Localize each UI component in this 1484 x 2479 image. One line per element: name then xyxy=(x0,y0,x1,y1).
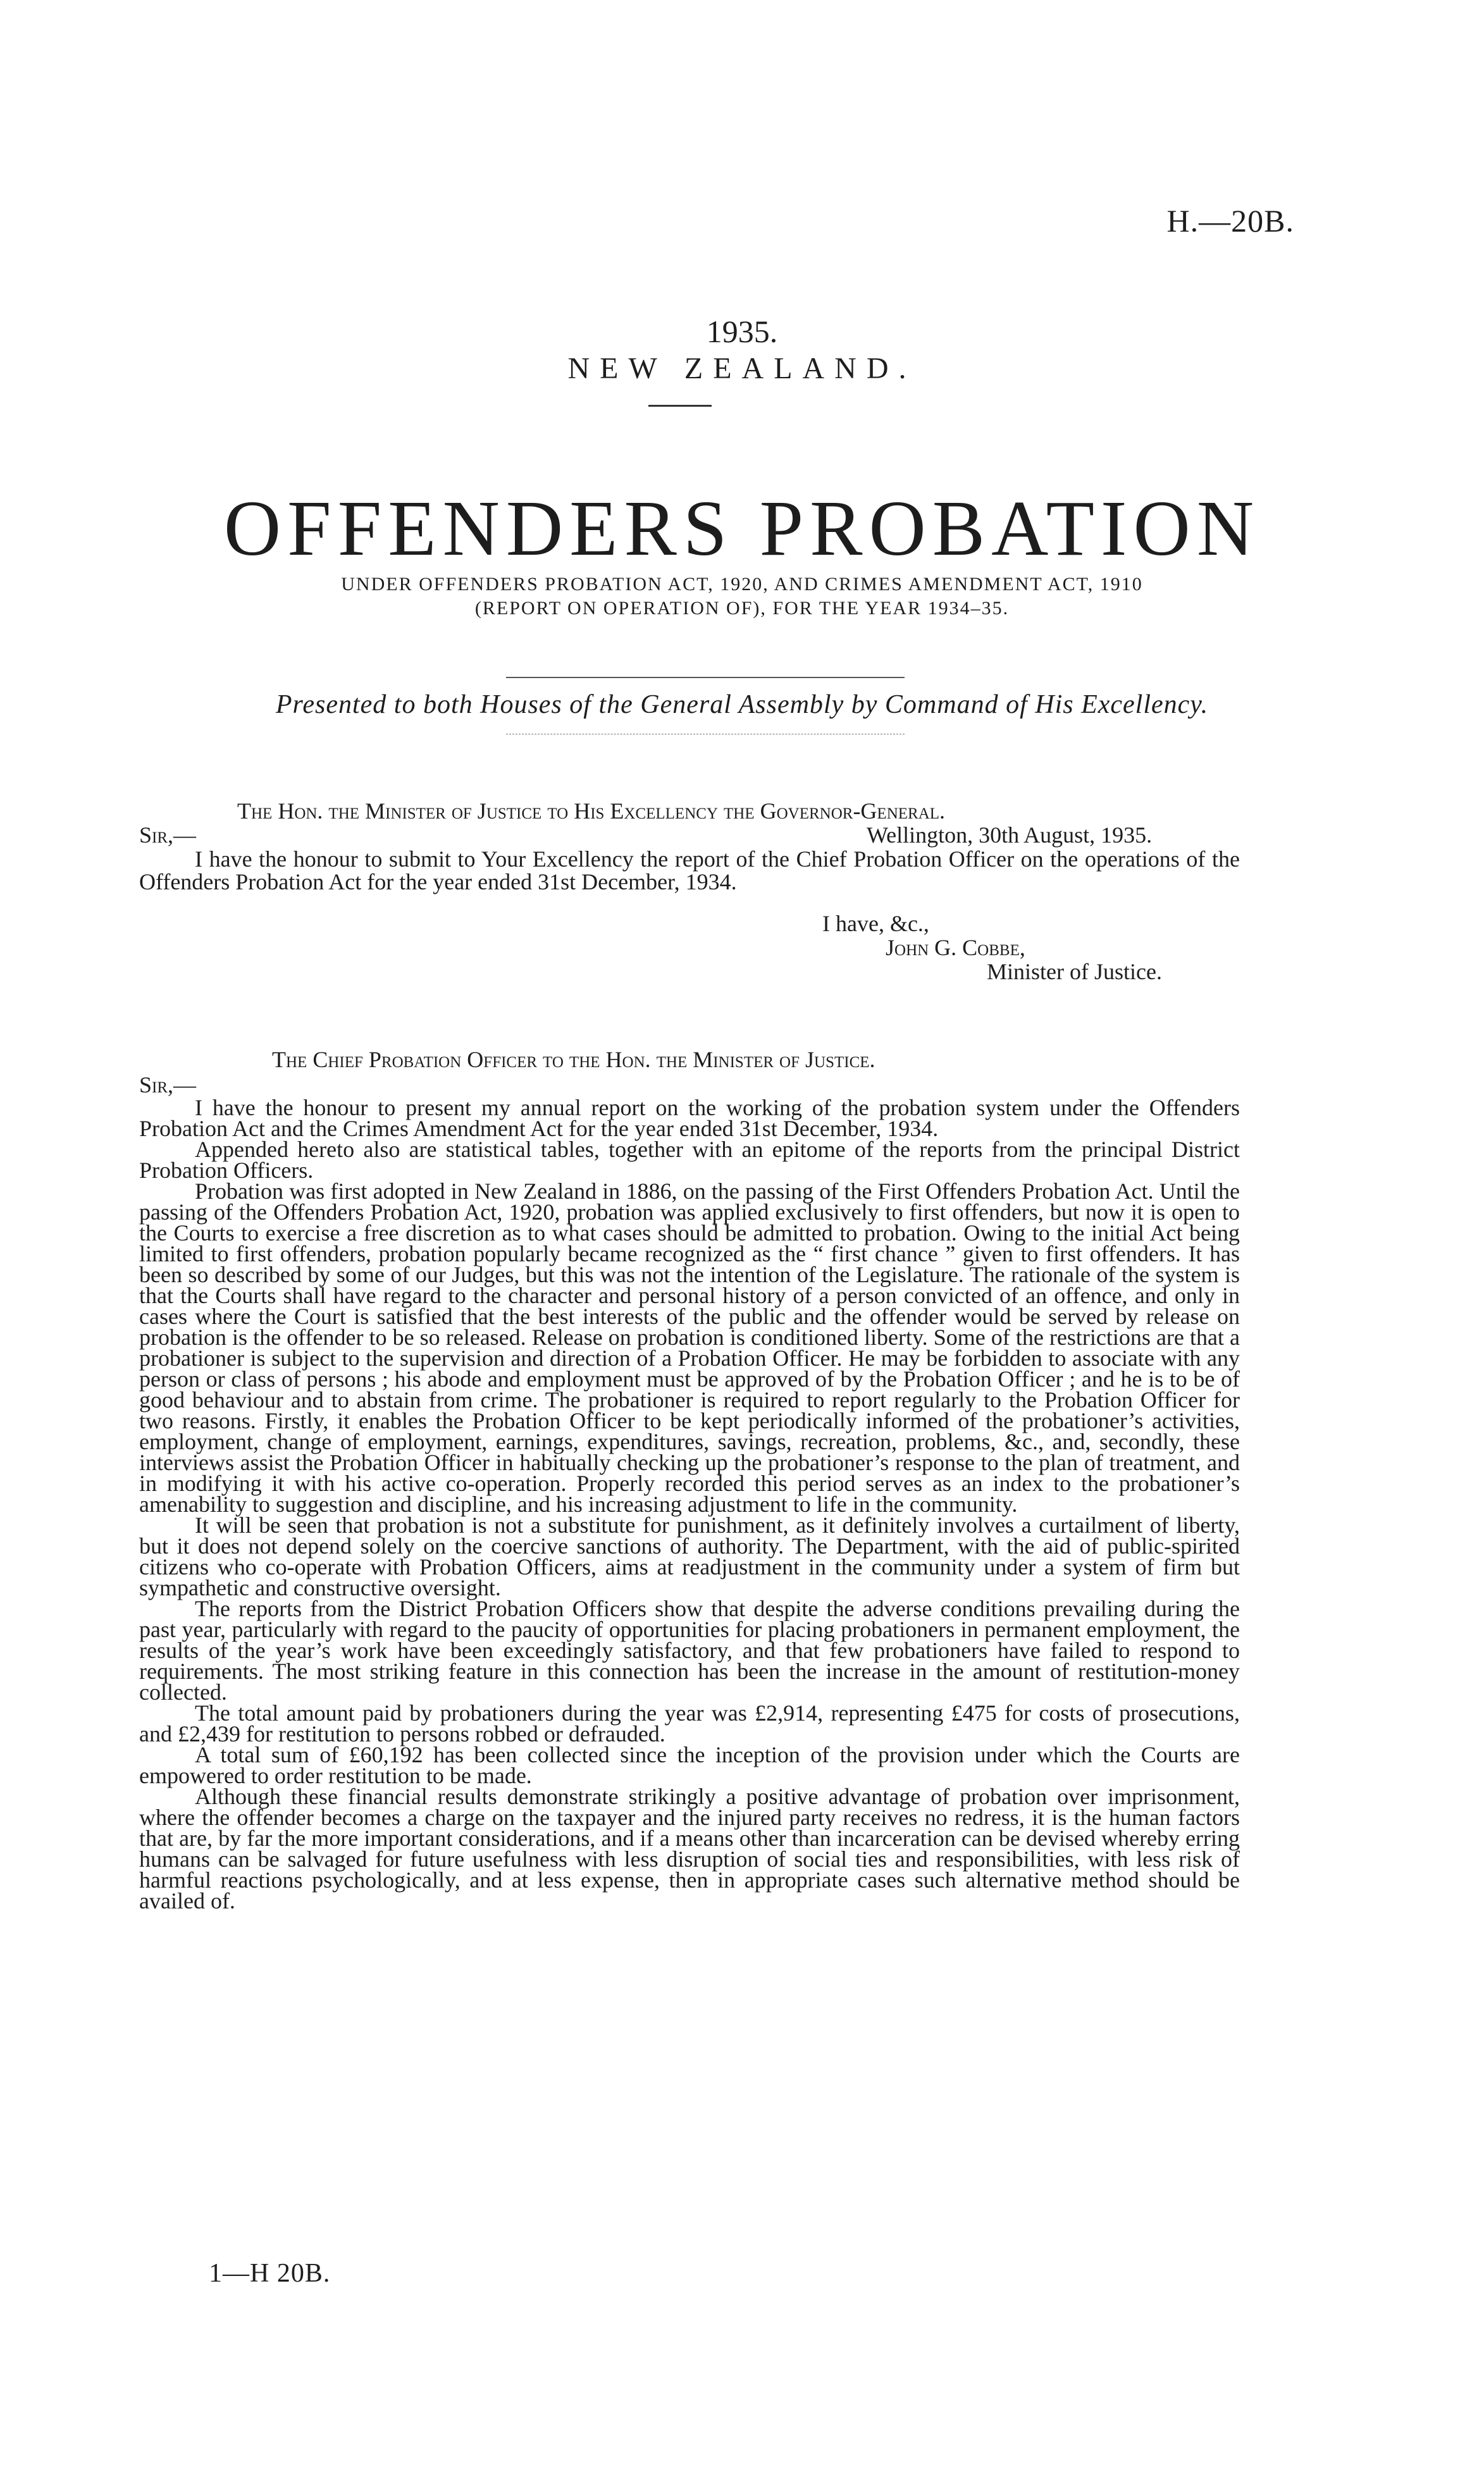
document-code: H.—20B. xyxy=(1166,203,1294,238)
letter1-signatory: John G. Cobbe, xyxy=(886,935,1025,960)
page-reference: 1—H 20B. xyxy=(209,2259,331,2288)
letter1-heading: The Hon. the Minister of Justice to His Excellency the Governor-General. xyxy=(237,798,946,824)
letter1-paragraph: I have the honour to submit to Your Excellency the report of the Chief Probation Officer on the operations of the Offenders Probation Act for the year ended 31st December, 1934. xyxy=(139,846,1240,894)
subtitle-line-2: (REPORT ON OPERATION OF), FOR THE YEAR 1934–35. xyxy=(474,598,1010,619)
divider-rule xyxy=(648,405,712,407)
letter2-heading: The Chief Probation Officer to the Hon. the Minister of Justice. xyxy=(272,1047,875,1072)
letter2-paragraph: The total amount paid by probationers during the year was £2,914, representing £475 for costs of prosecutions, and £2,439 for restitution to persons robbed or defrauded. xyxy=(139,1700,1240,1746)
presented-line: Presented to both Houses of the General Assembly by Command of His Excellency. xyxy=(275,690,1209,719)
divider-rule xyxy=(506,677,905,678)
letter2-body xyxy=(139,1097,1240,1912)
document-title: OFFENDERS PROBATION xyxy=(223,485,1261,572)
letter2-paragraph: Although these financial results demonstrate strikingly a positive advantage of probation over imprisonment, where the offender becomes a charge on the taxpayer and the injured party receives no redress, it is the human factors that are, by far the more important considerations, and if a means other than incarceration can be devised whereby erring humans can be salvaged for future usefulness with less disruption of social ties and responsibilities, with less risk of harmful reactions psychologically, and at less expense, then in appropriate cases such alternative method should be availed of. xyxy=(139,1784,1240,1913)
letter1-salutation: Sir,— xyxy=(139,822,197,848)
letter2-paragraph: I have the honour to present my annual report on the working of the probation system under the Offenders Probation Act and the Crimes Amendment Act for the year ended 31st December, 1934. xyxy=(139,1095,1240,1141)
letter1-closing: I have, &c., xyxy=(822,911,929,936)
letter2-paragraph: Probation was first adopted in New Zealand in 1886, on the passing of the First Offenders Probation Act. Until the passing of the Offenders Probation Act, 1920, probation was applied exclusively to first offenders, but now it is open to the Courts to exercise a free discretion as to what cases should be admitted to probation. Owing to the initial Act being limited to first offenders, probation popularly became recognized as the “ first chance ” given to first offenders. It has been so described by some of our Judges, but this was not the intention of the Legislature. The rationale of the system is that the Courts shall have regard to the character and personal history of a person convicted of an offence, and only in cases where the Court is satisfied that the best interests of the public and the offender would be served by release on probation is the offender to be so released. Release on probation is conditioned liberty. Some of the restrictions are that a probationer is subject to the supervision and direction of a Probation Officer. He may be forbidden to associate with any person or class of persons ; his abode and employment must be approved of by the Probation Officer ; and he is to be of good behaviour and to abstain from crime. The probationer is required to report regularly to the Probation Officer for two reasons. Firstly, it enables the Probation Officer to be kept periodically informed of the probationer’s activities, employment, change of employment, earnings, expenditures, savings, recreation, problems, &c., and, secondly, these interviews assist the Probation Officer in habitually checking up the probationer’s response to the plan of treatment, and in modifying it with his active co-operation. Properly recorded this period serves as an index to the probationer’s amenability to suggestion and discipline, and his increasing adjustment to life in the community. xyxy=(139,1178,1240,1517)
subtitle-line-1: UNDER OFFENDERS PROBATION ACT, 1920, AND CRIMES AMENDMENT ACT, 1910 xyxy=(341,574,1143,595)
year: 1935. xyxy=(706,314,778,349)
letter2-paragraph: A total sum of £60,192 has been collected since the inception of the provision under which the Courts are empowered to order restitution to be made. xyxy=(139,1742,1240,1788)
letter2-salutation: Sir,— xyxy=(139,1072,197,1097)
document-subtitle xyxy=(0,572,1484,621)
letter2-paragraph: Appended hereto also are statistical tables, together with an epitome of the reports from the principal District Probation Officers. xyxy=(139,1137,1240,1183)
country: NEW ZEALAND. xyxy=(567,352,917,385)
letter1-place-date: Wellington, 30th August, 1935. xyxy=(867,822,1153,848)
letter2-paragraph: The reports from the District Probation Officers show that despite the adverse conditions prevailing during the past year, particularly with regard to the paucity of opportunities for placing probationers in permanent employment, the results of the year’s work have been exceedingly satisfactory, and that few probationers have failed to respond to requirements. The most striking feature in this connection has been the increase in the amount of restitution-money collected. xyxy=(139,1596,1240,1705)
letter2-paragraph: It will be seen that probation is not a substitute for punishment, as it definitely involves a curtailment of liberty, but it does not depend solely on the coercive sanctions of authority. The Department, with the aid of public-spirited citizens who co-operate with Probation Officers, aims at readjustment in the community under a system of firm but sympathetic and constructive oversight. xyxy=(139,1512,1240,1600)
letter1-body xyxy=(139,848,1240,893)
letter1-signatory-title: Minister of Justice. xyxy=(987,959,1162,984)
